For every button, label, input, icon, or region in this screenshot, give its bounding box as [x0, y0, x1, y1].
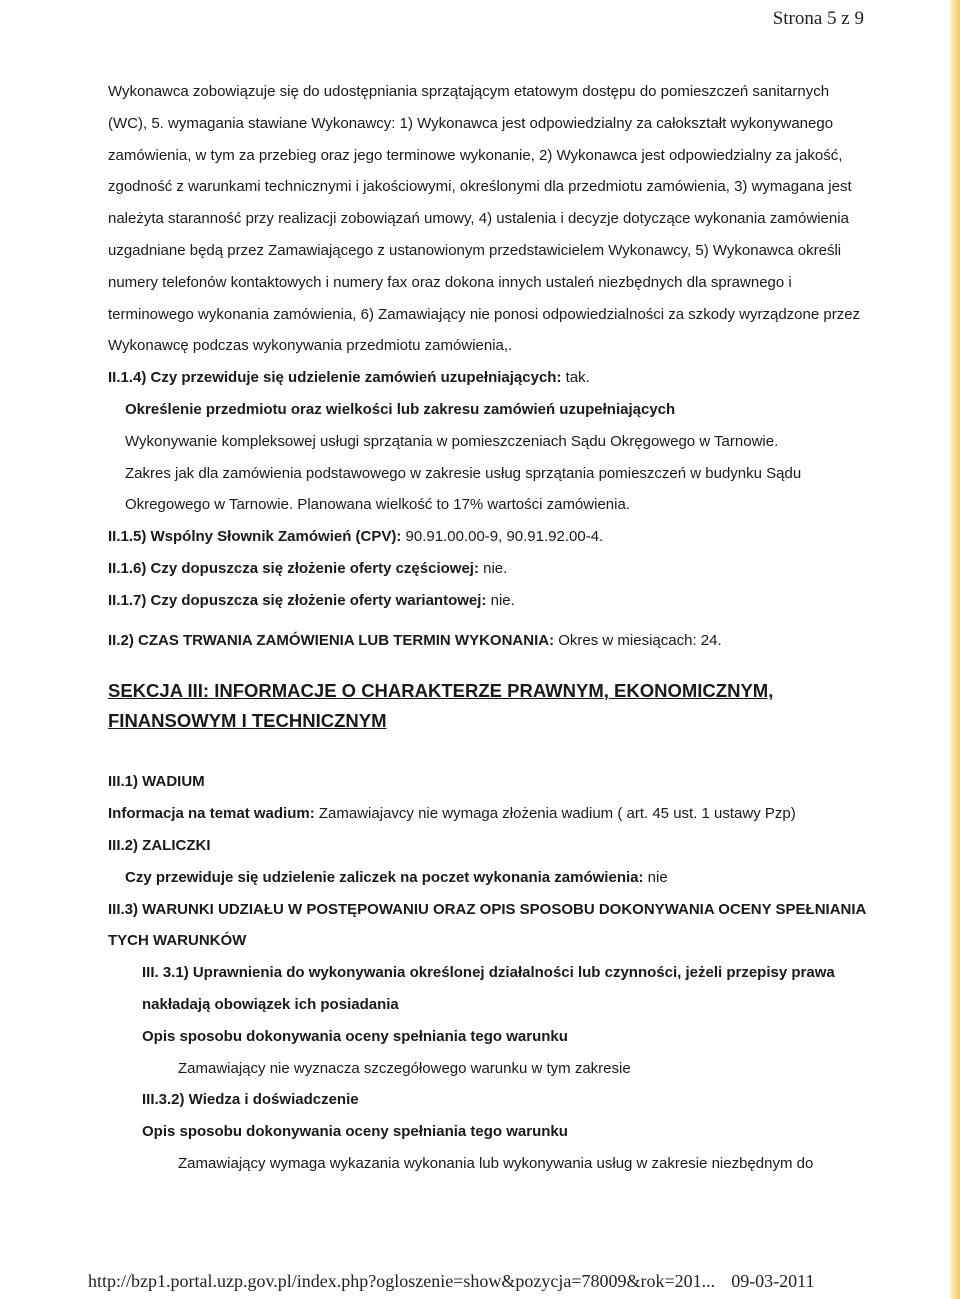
section-III-3-1-heading: III. 3.1) Uprawnienia do wykonywania określonej działalności lub czynności, jeżeli przepisy prawa nakładają obowiązek ich posiadania: [142, 964, 835, 1013]
okreslenie-line2: Zakres jak dla zamówienia podstawowego w zakresie usług sprzątania pomieszczeń w budynku Sądu Okregowego w Tarnowie. Planowana wielkość to 17% wartości zamówienia.: [125, 464, 802, 514]
page-footer: [88, 1271, 815, 1292]
page-edge-strip: [950, 0, 960, 1299]
spacer: [108, 617, 868, 625]
section-III-title-line1: SEKCJA III: INFORMACJE O CHARAKTERZE PRAWNYM, EKONOMICZNYM,: [108, 680, 774, 702]
section-III-1-label: Informacja na temat wadium:: [108, 805, 315, 823]
section-II-2-label: II.2) CZAS TRWANIA ZAMÓWIENIA LUB TERMIN WYKONANIA:: [108, 631, 555, 649]
section-II-1-7-label: II.1.7) Czy dopuszcza się złożenie oferty wariantowej:: [108, 591, 487, 609]
section-III-title-line2: FINANSOWYM I TECHNICZNYM: [108, 710, 387, 732]
section-III-3-2-text: Zamawiający wymaga wykazania wykonania lub wykonywania usług w zakresie niezbędnym do: [178, 1154, 814, 1172]
section-II-1-4: [108, 362, 868, 394]
section-III-2-heading: III.2) ZALICZKI: [108, 836, 211, 854]
section-II-2: [108, 625, 868, 657]
section-III-3-heading: III.3) WARUNKI UDZIAŁU W POSTĘPOWANIU ORAZ OPIS SPOSOBU DOKONYWANIA OCENY SPEŁNIANIA TYCH WARUNKÓW: [108, 900, 866, 950]
section-II-1-6-label: II.1.6) Czy dopuszcza się złożenie oferty częściowej:: [108, 559, 479, 577]
section-III-3-1-sub: Opis sposobu dokonywania oceny spełniania tego warunku: [142, 1027, 568, 1045]
document-body: [108, 76, 868, 1180]
intro-paragraph: Wykonawca zobowiązuje się do udostępniania sprzątającym etatowym dostępu do pomieszczeń sanitarnych (WC), 5. wymagania stawiane Wykonawcy: 1) Wykonawca jest odpowiedzialny za całokształt wykonywanego zamówienia, w tym za przebieg oraz jego terminowe wykonanie, 2) Wykonawca jest odpowiedzialny za jakość, zgodność z warunkami technicznymi i jakościowymi, określonymi dla przedmiotu zamówienia, 3) wymagana jest należyta staranność przy realizacji zobowiązań umowy, 4) ustalenia i decyzje dotyczące wykonania zamówienia uzgadniane będą przez Zamawiającego z ustanowionym przedstawicielem Wykonawcy, 5) Wykonawca określi numery telefonów kontaktowych i numery fax oraz dokona innych ustaleń niezbędnych dla sprawnego i terminowego wykonania zamówienia, 6) Zamawiający nie ponosi odpowiedzialności za szkody wyrządzone przez Wykonawcę podczas wykonywania przedmiotu zamówienia,.: [108, 83, 861, 355]
page-number: Strona 5 z 9: [772, 8, 864, 29]
section-II-1-5-value: 90.91.00.00-9, 90.91.92.00-4.: [401, 528, 604, 546]
footer-date: 09-03-2011: [731, 1271, 815, 1291]
section-II-1-6: [108, 553, 868, 585]
section-III-2-info: [108, 862, 868, 894]
okreslenie-line1: Wykonywanie kompleksowej usługi sprzątania w pomieszczeniach Sądu Okręgowego w Tarnowie.: [125, 432, 779, 450]
spacer: [108, 656, 868, 676]
section-III-2-label: Czy przewiduje się udzielenie zaliczek na poczet wykonania zamówienia:: [125, 868, 644, 886]
section-II-1-7-value: nie.: [486, 591, 515, 609]
section-III-1-info: [108, 798, 868, 830]
section-II-1-5-label: II.1.5) Wspólny Słownik Zamówień (CPV):: [108, 528, 402, 546]
spacer: [108, 736, 868, 766]
footer-url: http://bzp1.portal.uzp.gov.pl/index.php?ogloszenie=show&pozycja=78009&rok=201...: [88, 1271, 716, 1291]
section-II-1-4-value: tak.: [561, 369, 590, 387]
section-II-1-6-value: nie.: [478, 559, 508, 577]
section-III-3-2-heading: III.3.2) Wiedza i doświadczenie: [142, 1091, 359, 1109]
section-III-1-value: Zamawiajavcy nie wymaga złożenia wadium ( art. 45 ust. 1 ustawy Pzp): [314, 805, 796, 823]
section-II-1-5: [108, 521, 868, 553]
section-III-2-value: nie: [643, 868, 668, 886]
section-II-2-value: Okres w miesiącach: 24.: [554, 631, 722, 649]
section-II-1-7: [108, 585, 868, 617]
section-III-1-heading: III.1) WADIUM: [108, 773, 205, 791]
section-III-3-1-text: Zamawiający nie wyznacza szczegółowego warunku w tym zakresie: [178, 1059, 631, 1077]
section-III-3-2-sub: Opis sposobu dokonywania oceny spełniania tego warunku: [142, 1123, 568, 1141]
okreslenie-heading: Określenie przedmiotu oraz wielkości lub zakresu zamówień uzupełniających: [125, 400, 676, 418]
section-II-1-4-label: II.1.4) Czy przewiduje się udzielenie zamówień uzupełniających:: [108, 369, 562, 387]
